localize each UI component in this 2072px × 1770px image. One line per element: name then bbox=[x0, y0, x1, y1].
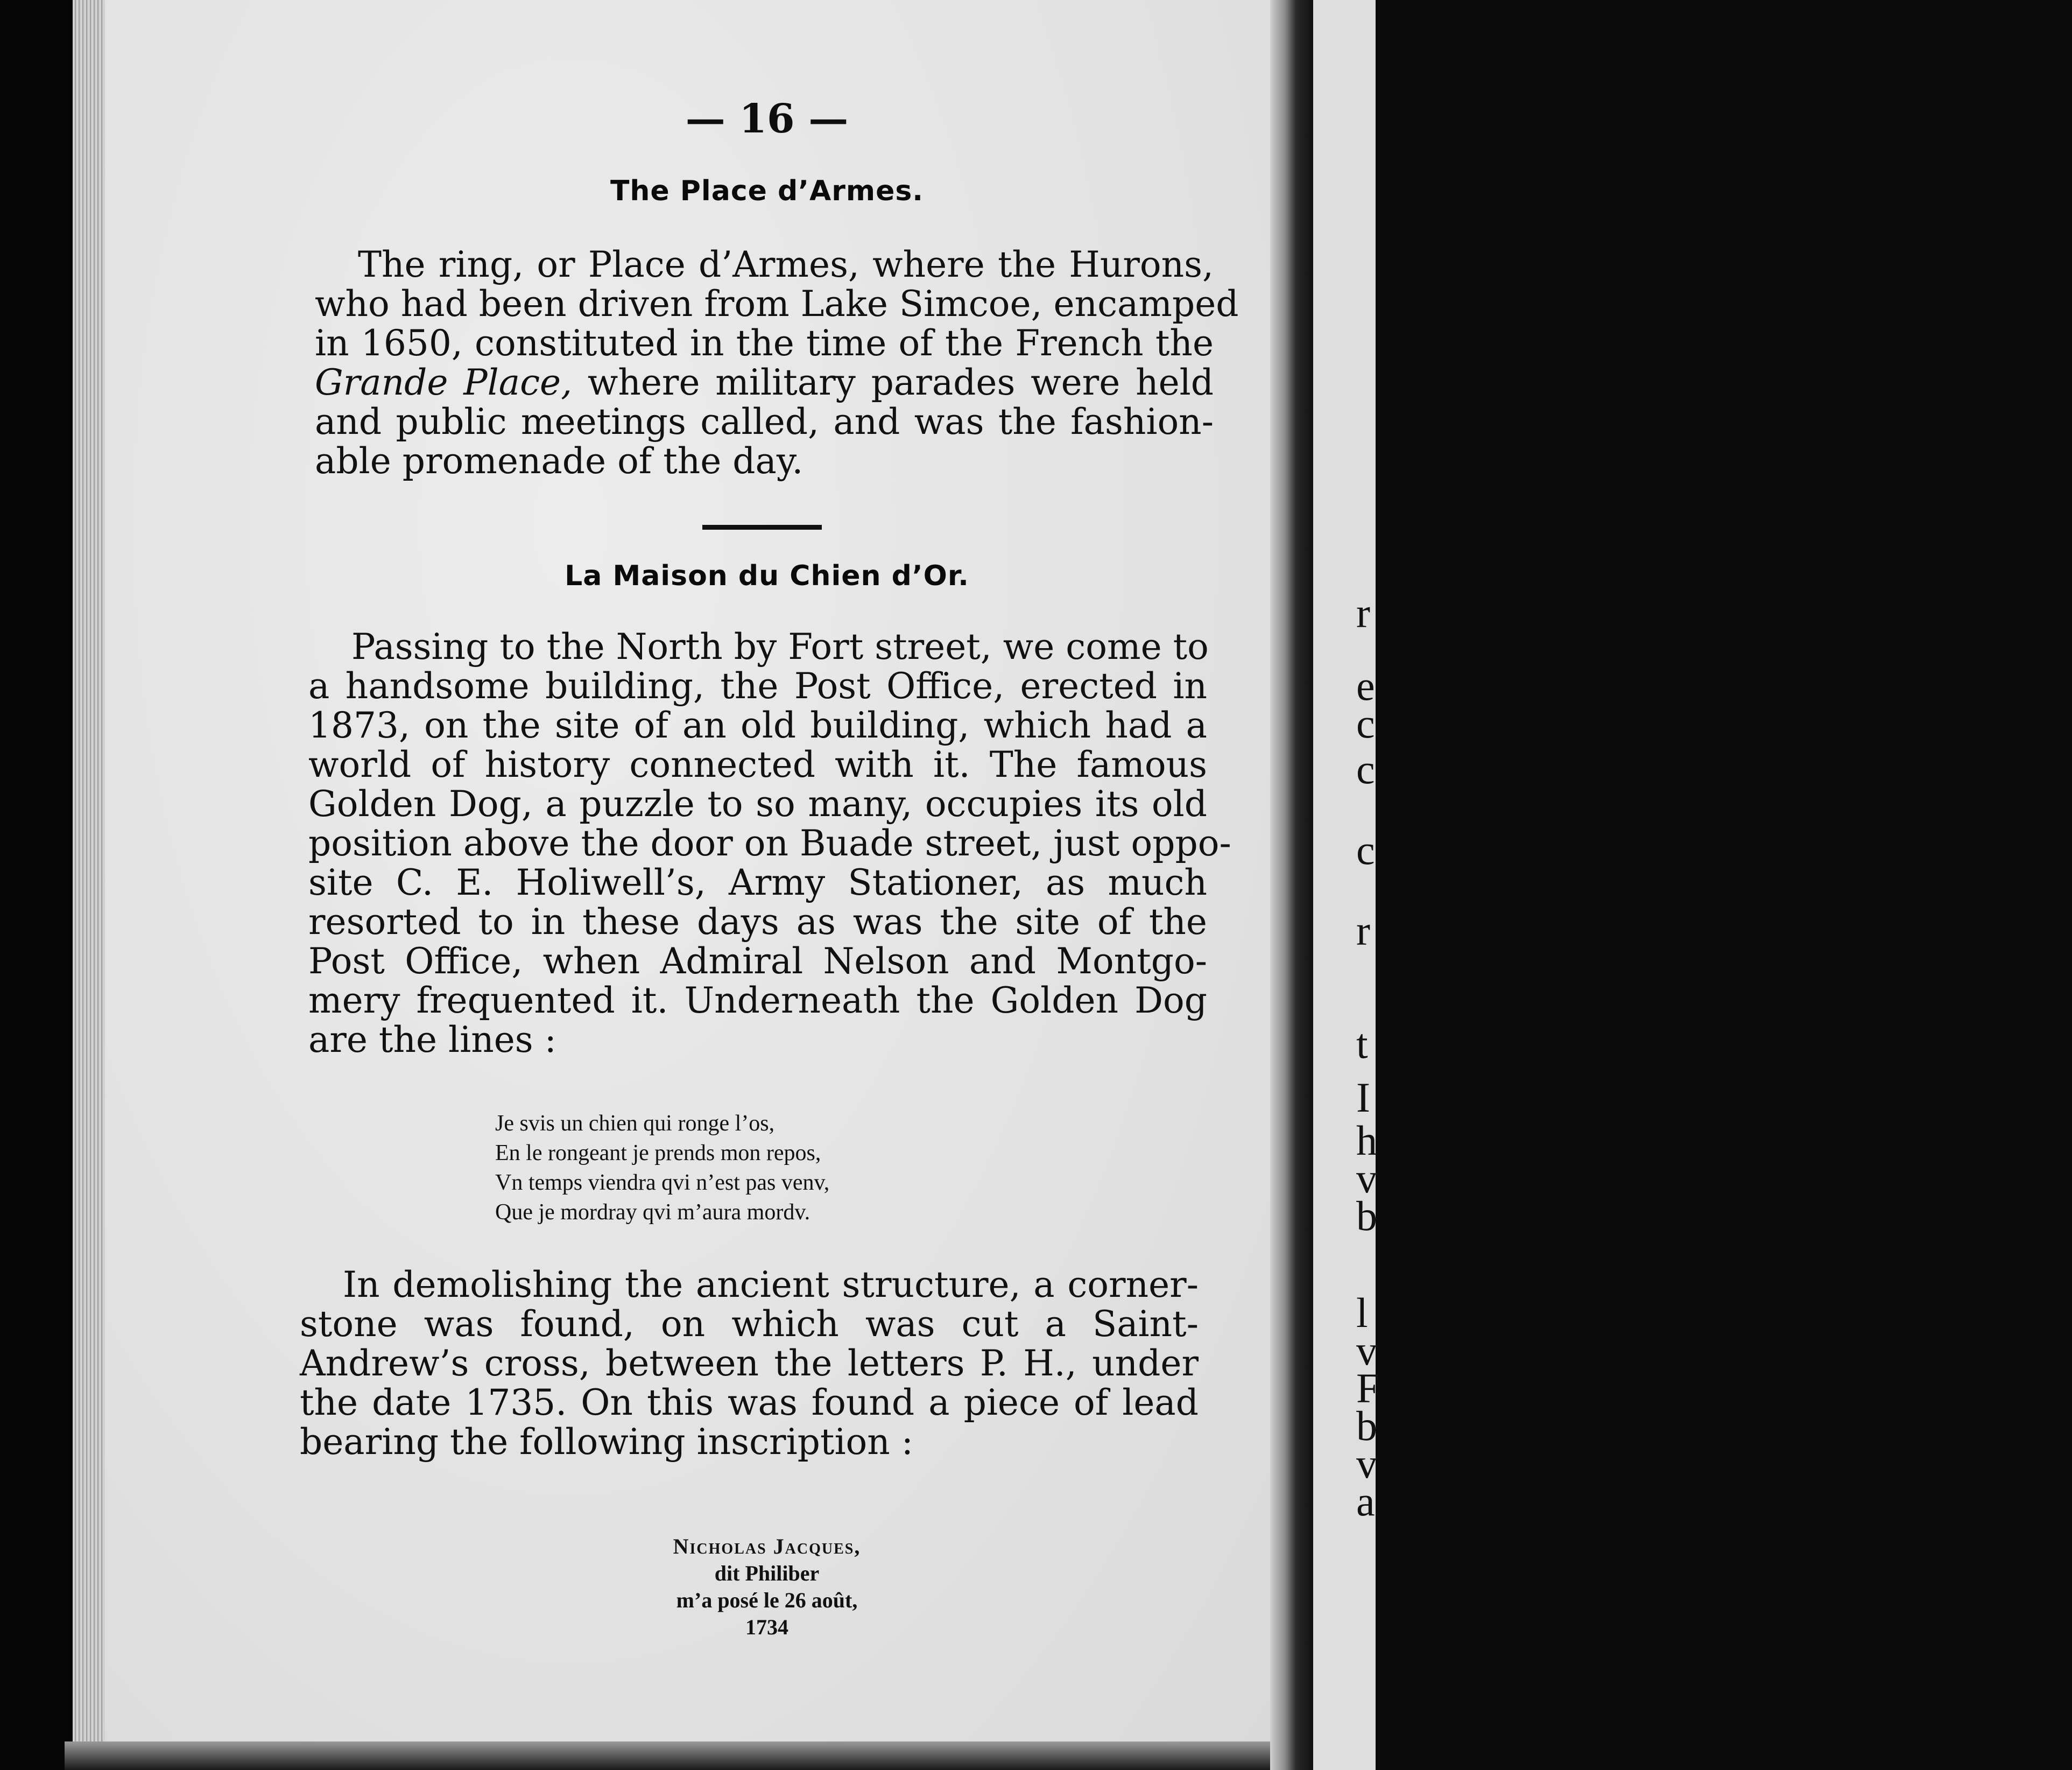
section-heading-place-darmes: The Place d’Armes. bbox=[610, 175, 924, 207]
text-line: 1873, on the site of an old building, which had a bbox=[308, 705, 1207, 746]
adjacent-page-glyph: t bbox=[1356, 1020, 1368, 1067]
paragraph-chien-dor bbox=[308, 626, 1231, 1060]
adjacent-page-glyph: v bbox=[1356, 1327, 1377, 1374]
text-line: and public meetings called, and was the fashion- bbox=[315, 401, 1214, 443]
verse-line: Que je mordray qvi m’aura mordv. bbox=[495, 1200, 811, 1225]
inscription-line: m’a posé le 26 août, bbox=[676, 1588, 858, 1612]
text-fragment: where military parades were held bbox=[572, 362, 1214, 403]
adjacent-page-glyph: b bbox=[1356, 1402, 1377, 1449]
page-bottom-shadow bbox=[65, 1741, 1281, 1770]
book-spine bbox=[1270, 0, 1313, 1770]
adjacent-page-glyph: h bbox=[1356, 1117, 1377, 1164]
adjacent-page-glyph: v bbox=[1356, 1440, 1377, 1487]
verse-line: Je svis un chien qui ronge l’os, bbox=[495, 1111, 775, 1136]
adjacent-page-glyph: a bbox=[1356, 1478, 1375, 1525]
section-heading-chien-dor: La Maison du Chien d’Or. bbox=[565, 560, 969, 592]
text-line: Passing to the North by Fort street, we come to bbox=[351, 626, 1209, 668]
paragraph-place-darmes bbox=[315, 244, 1239, 482]
text-line: the date 1735. On this was found a piece of lead bbox=[300, 1382, 1199, 1423]
lead-inscription bbox=[0, 1533, 1534, 1641]
inscription-line: 1734 bbox=[745, 1615, 788, 1639]
adjacent-page-glyph: F bbox=[1356, 1365, 1380, 1411]
text-line: Andrew’s cross, between the letters P. H., under bbox=[300, 1343, 1199, 1384]
adjacent-page-glyph: r bbox=[1356, 907, 1370, 954]
adjacent-page-glyph: r bbox=[1356, 589, 1370, 636]
italic-term: Grande Place, bbox=[315, 362, 573, 403]
text-line: position above the door on Buade street, just oppo- bbox=[308, 823, 1231, 864]
section-divider bbox=[702, 525, 822, 530]
adjacent-page-glyph: b bbox=[1356, 1192, 1377, 1239]
adjacent-page-glyph: e bbox=[1356, 662, 1375, 709]
text-line: a handsome building, the Post Office, erected in bbox=[308, 665, 1207, 707]
text-line bbox=[315, 363, 1214, 402]
inscription-line: dit Philiber bbox=[714, 1561, 820, 1585]
inscription-line: Nicholas Jacques, bbox=[673, 1534, 861, 1558]
text-line: Golden Dog, a puzzle to so many, occupies its old bbox=[308, 783, 1207, 825]
adjacent-page-glyph: l bbox=[1356, 1289, 1368, 1336]
verse-line: En le rongeant je prends mon repos, bbox=[495, 1141, 821, 1165]
verse-line: Vn temps viendra qvi n’est pas venv, bbox=[495, 1170, 830, 1195]
text-line: in 1650, constituted in the time of the French the bbox=[315, 322, 1214, 364]
text-line: are the lines : bbox=[308, 1019, 556, 1060]
adjacent-page-glyph: c bbox=[1356, 700, 1375, 747]
page-number: — 16 — bbox=[685, 96, 849, 142]
text-line: able promenade of the day. bbox=[315, 440, 804, 482]
text-line: In demolishing the ancient structure, a corner- bbox=[343, 1264, 1199, 1305]
text-line: world of history connected with it. The famous bbox=[308, 744, 1207, 785]
adjacent-page-glyph: c bbox=[1356, 746, 1375, 792]
text-line: site C. E. Holiwell’s, Army Stationer, as much bbox=[308, 862, 1207, 903]
text-line: who had been driven from Lake Simcoe, encamped bbox=[315, 283, 1239, 325]
text-line: bearing the following inscription : bbox=[300, 1421, 914, 1463]
golden-dog-verse bbox=[495, 1109, 1033, 1227]
adjacent-page-glyph: v bbox=[1356, 1155, 1377, 1202]
text-line: resorted to in these days as was the site of the bbox=[308, 901, 1207, 943]
adjacent-page-glyph: I bbox=[1356, 1074, 1370, 1121]
text-line: mery frequented it. Underneath the Golden Dog bbox=[308, 980, 1207, 1021]
adjacent-page-glyph: c bbox=[1356, 826, 1375, 873]
text-line: The ring, or Place d’Armes, where the Hurons, bbox=[358, 244, 1214, 285]
text-line: stone was found, on which was cut a Saint- bbox=[300, 1303, 1199, 1345]
left-gutter bbox=[0, 0, 81, 1770]
text-line: Post Office, when Admiral Nelson and Montgo- bbox=[308, 940, 1207, 982]
paragraph-cornerstone bbox=[300, 1265, 1199, 1462]
